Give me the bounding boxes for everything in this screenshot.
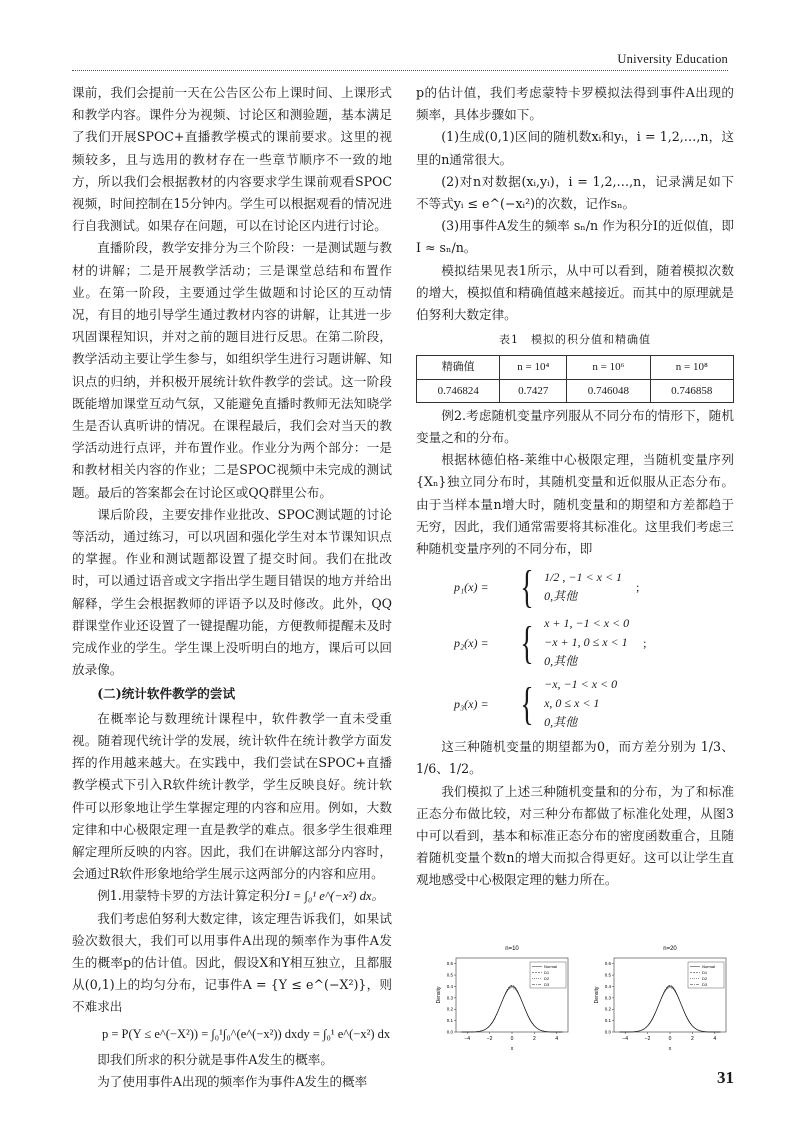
y-tick-label: 0.5 bbox=[446, 972, 453, 978]
paragraph: 为了使用事件A出现的频率作为事件A发生的概率 bbox=[97, 1073, 368, 1089]
brace-icon: { bbox=[520, 616, 534, 668]
density-plots-svg bbox=[416, 940, 734, 1062]
density-curve-d2 bbox=[462, 988, 563, 1032]
paragraph: 我们模拟了上述三种随机变量和的分布，为了和标准正态分布做比较，对三种分布都做了标准化处理，从图3中可以看到，基本和标准正态分布的密度函数重合，且随着随机变量个数n的增大而拟合得更好。这可以让学生直观地感受中心极限定理的魅力所在。 bbox=[416, 783, 734, 888]
x-tick-label: 0 bbox=[668, 1036, 672, 1042]
example-2: 例2.考虑随机变量序列服从不同分布的情形下，随机变量之和的分布。 bbox=[416, 407, 734, 446]
density-curve-d1 bbox=[462, 985, 563, 1032]
x-tick-label: 0 bbox=[510, 1036, 514, 1042]
pdf-cases bbox=[542, 614, 629, 671]
y-tick-label: 0.3 bbox=[446, 995, 453, 1001]
paragraph: 即我们所求的积分就是事件A发生的概率。 bbox=[97, 1051, 333, 1067]
table-caption: 表1 模拟的积分值和精确值 bbox=[499, 333, 651, 347]
table-header: n = 10⁶ bbox=[567, 356, 650, 379]
example-1 bbox=[72, 885, 392, 907]
legend-label: D2 bbox=[702, 976, 708, 981]
page-number: 31 bbox=[717, 1068, 734, 1087]
density-curve-normal bbox=[620, 987, 721, 1032]
paragraph: 直播阶段，教学安排分为三个阶段：一是测试题与教材的讲解；二是开展教学活动；三是课堂总结和布置作业。在第一阶段，主要通过学生做题和讨论区的互动情况，有目的地引导学生通过教材内容的讲解，让其进一步巩固课程知识，并对之前的题目进行反思。在第二阶段，教学活动主要让学生参与，如组织学生进行习题讲解、知识点的归纳，并积极开展统计软件教学的尝试。这一阶段既能增加课堂互动气氛，又能避免直播时教师无法知晓学生是否认真听讲的情况。在课程最后，我们会对当天的教学活动进行点评，并布置作业。作业分为两个部分：一是和教材相关内容的作业；二是SPOC视频中未完成的测试题。最后的答案都会在讨论区或QQ群里公布。 bbox=[72, 240, 392, 500]
example-text: 例1.用蒙特卡罗的方法计算定积分 bbox=[97, 888, 286, 904]
legend-label: D3 bbox=[544, 982, 550, 987]
density-curve-d3 bbox=[620, 986, 721, 1032]
y-tick-label: 0.0 bbox=[446, 1029, 453, 1035]
step-3: (3)用事件A发生的频率 sₙ/n 作为积分I的近似值，即 I ≈ sₙ/n。 bbox=[416, 218, 734, 256]
density-figures bbox=[416, 940, 734, 1062]
step-2: (2)对n对数据(xᵢ,yᵢ)，i = 1,2,…,n，记录满足如下不等式yᵢ ≤ e^(−xᵢ²)的次数，记作sₙ。 bbox=[416, 173, 734, 212]
y-tick-label: 0.4 bbox=[446, 983, 453, 989]
right-column bbox=[416, 82, 734, 892]
y-tick-label: 0.0 bbox=[604, 1029, 611, 1035]
paragraph: p的估计值，我们考虑蒙特卡罗模拟法得到事件A出现的频率，具体步骤如下。 bbox=[416, 85, 734, 123]
x-tick-label: 2 bbox=[533, 1036, 536, 1042]
pdf-case: −x, −1 < x < 0 bbox=[544, 677, 618, 692]
paragraph: 课后阶段，主要安排作业批改、SPOC测试题的讨论等活动，通过练习，可以巩固和强化学生对本节课知识点的掌握。作业和测试题都设置了提交时间。我们在批改时，可以通过语音或文字指出学生题目错误的地方并给出解释，学生会根据教师的评语予以及时修改。此外，QQ群课堂作业还设置了一键提醒功能，方便教师提醒未及时完成作业的学生。学生课上没听明白的地方，课后可以回放录像。 bbox=[72, 506, 392, 678]
pdf-lhs: p₃(x) = bbox=[454, 696, 489, 711]
table-header: n = 10⁸ bbox=[650, 356, 733, 379]
legend-label: Normal bbox=[544, 964, 557, 969]
pdf-case: x, 0 ≤ x < 1 bbox=[544, 696, 600, 711]
journal-name: University Education bbox=[617, 52, 728, 66]
table-header: n = 10⁴ bbox=[500, 356, 567, 379]
step-1: (1)生成(0,1)区间的随机数xᵢ和yᵢ，i = 1,2,…,n，这里的n通常很大。 bbox=[416, 129, 734, 167]
y-tick-label: 0.6 bbox=[604, 961, 611, 967]
table-cell: 0.746048 bbox=[567, 379, 650, 402]
legend-label: D3 bbox=[702, 982, 708, 987]
density-curve-d1 bbox=[620, 985, 721, 1032]
table-cell: 0.7427 bbox=[500, 379, 567, 402]
y-tick-label: 0.6 bbox=[446, 961, 453, 967]
paragraph: 这三种随机变量的期望都为0，而方差分别为 1/3、1/6、1/2。 bbox=[416, 739, 734, 777]
pdf-cases bbox=[542, 675, 617, 732]
pdf-lhs: p₁(x) = bbox=[454, 580, 489, 595]
running-header bbox=[72, 52, 728, 74]
pdf-case: 0,其他 bbox=[544, 715, 578, 730]
x-tick-label: −2 bbox=[644, 1036, 651, 1042]
plot-title: n=20 bbox=[663, 946, 677, 952]
paragraph: 模拟结果见表1所示，从中可以看到，随着模拟次数的增大，模拟值和精确值越来越接近。而其中的原理就是伯努利大数定律。 bbox=[416, 262, 734, 323]
brace-icon: { bbox=[520, 561, 534, 613]
pdf-p2 bbox=[454, 614, 734, 671]
results-table bbox=[416, 355, 734, 402]
paragraph: 我们考虑伯努利大数定律，该定理告诉我们，如果试验次数很大，我们可以用事件A出现的频率作为事件A发生的概率p的估计值。因此，假设X和Y相互独立，且都服从(0,1)上的均匀分布，记事件A = {Y ≤ e^(−X²)}，则不难求出 bbox=[72, 910, 392, 1015]
legend-label: D1 bbox=[544, 970, 550, 975]
pdf-cases bbox=[542, 568, 622, 606]
x-tick-label: 4 bbox=[713, 1036, 717, 1042]
paragraph: 在概率论与数理统计课程中，软件教学一直未受重视。随着现代统计学的发展，统计软件在统计教学方面发挥的作用越来越大。在实践中，我们尝试在SPOC+直播教学模式下引入R软件统计教学，学生反映良好。统计软件可以形象地让学生掌握定理的内容和应用。例如，大数定律和中心极限定理一直是教学的难点。很多学生很难理解定理所反映的内容。因此，我们在讲解这部分内容时，会通过R软件形象地给学生展示这两部分的内容和应用。 bbox=[72, 710, 392, 882]
paragraph: 课前，我们会提前一天在公告区公布上课时间、上课形式和教学内容。课件分为视频、讨论区和测验题，基本满足了我们开展SPOC+直播教学模式的课前要求。这里的视频较多，且与选用的教材存在一些章节顺序不一致的地方，所以我们会根据教材的内容要求学生课前观看SPOC视频，时间控制在15分钟内。学生可以根据观看的情况进行自我测试。如果存在问题，可以在讨论区内进行讨论。 bbox=[72, 85, 392, 234]
probability-equation: p = P(Y ≤ e^(−X²)) = ∫₀¹∫₀^(e^(−x²)) dxdy = ∫₀¹ e^(−x²) dx bbox=[102, 1026, 391, 1041]
pdf-p1 bbox=[454, 561, 734, 613]
table-header-row bbox=[417, 356, 734, 379]
pdf-case: 0,其他 bbox=[544, 589, 578, 604]
pdf-case: 1/2 , −1 < x < 1 bbox=[544, 570, 623, 585]
paragraph: 根据林德伯格-莱维中心极限定理，当随机变量序列{Xₙ}独立同分布时，其随机变量和近似服从正态分布。由于当样本量n增大时，随机变量和的期望和方差都趋于无穷，因此，我们通常需要将其标准化。这里我们考虑三种随机变量序列的不同分布，即 bbox=[416, 452, 734, 557]
table-header: 精确值 bbox=[417, 356, 500, 379]
section-heading: (二)统计软件教学的尝试 bbox=[97, 686, 236, 702]
x-tick-label: −4 bbox=[464, 1036, 471, 1042]
y-axis-label: Density bbox=[594, 986, 600, 1004]
y-tick-label: 0.3 bbox=[604, 995, 611, 1001]
pdf-case: −x + 1, 0 ≤ x < 1 bbox=[544, 635, 628, 650]
y-tick-label: 0.5 bbox=[604, 972, 611, 978]
y-tick-label: 0.2 bbox=[604, 1006, 611, 1012]
y-tick-label: 0.1 bbox=[604, 1018, 611, 1024]
integral-formula: I = ∫₀¹ e^(−x²) dx。 bbox=[285, 889, 385, 904]
x-axis-label: x bbox=[510, 1046, 514, 1052]
legend-label: D1 bbox=[702, 970, 708, 975]
y-tick-label: 0.4 bbox=[604, 983, 611, 989]
brace-icon: { bbox=[520, 677, 534, 729]
y-axis-label: Density bbox=[436, 986, 442, 1004]
density-curve-d3 bbox=[462, 986, 563, 1032]
separator: ; bbox=[636, 580, 640, 595]
x-axis-label: x bbox=[668, 1046, 672, 1052]
x-tick-label: 2 bbox=[691, 1036, 694, 1042]
density-curve-normal bbox=[462, 987, 563, 1032]
pdf-lhs: p₂(x) = bbox=[454, 635, 489, 650]
table-row bbox=[417, 379, 734, 402]
plot-title: n=10 bbox=[505, 946, 519, 952]
table-cell: 0.746824 bbox=[417, 379, 500, 402]
pdf-case: 0,其他 bbox=[544, 654, 578, 669]
legend-label: Normal bbox=[702, 964, 715, 969]
y-tick-label: 0.1 bbox=[446, 1018, 453, 1024]
header-rule bbox=[72, 70, 728, 71]
table-cell: 0.746858 bbox=[650, 379, 733, 402]
separator: ; bbox=[643, 635, 647, 650]
pdf-p3 bbox=[454, 675, 734, 732]
legend-label: D2 bbox=[544, 976, 550, 981]
pdf-case: x + 1, −1 < x < 0 bbox=[544, 616, 630, 631]
x-tick-label: −4 bbox=[622, 1036, 629, 1042]
y-tick-label: 0.2 bbox=[446, 1006, 453, 1012]
density-curve-d2 bbox=[620, 988, 721, 1032]
left-column bbox=[72, 82, 392, 1093]
x-tick-label: 4 bbox=[555, 1036, 559, 1042]
x-tick-label: −2 bbox=[486, 1036, 493, 1042]
